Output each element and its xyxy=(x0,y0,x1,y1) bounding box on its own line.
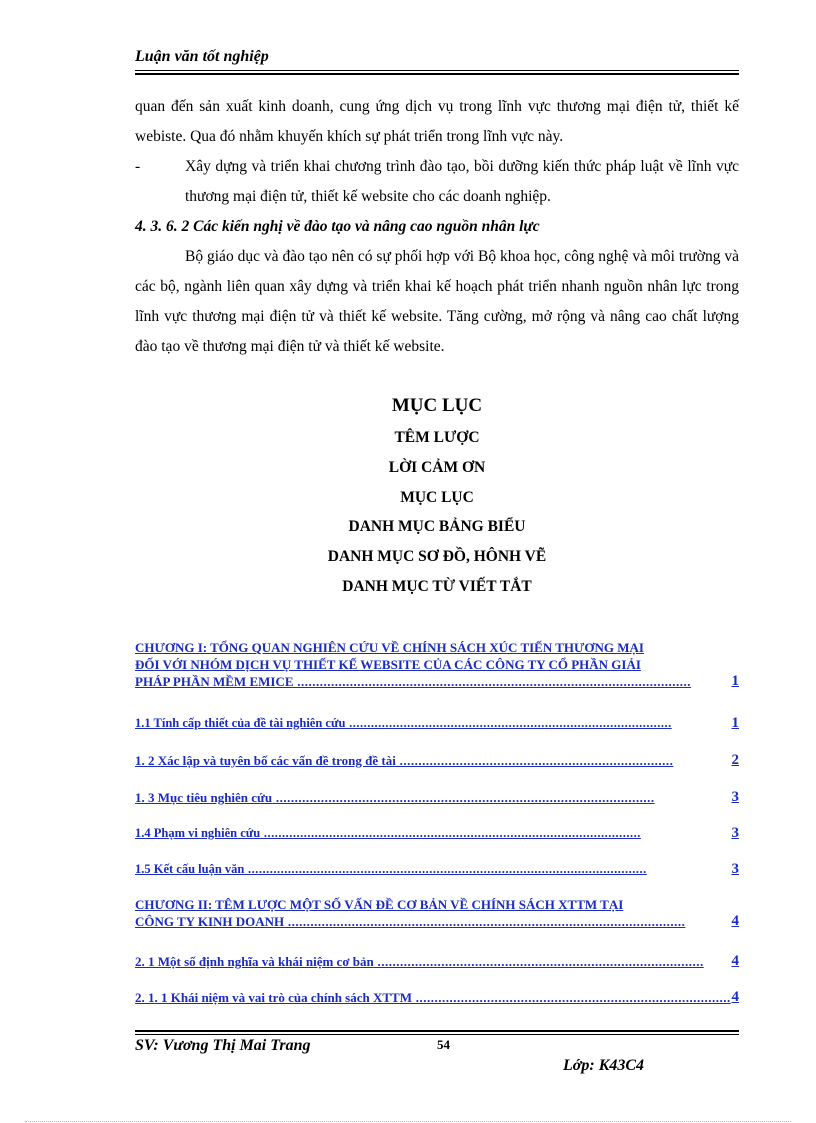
front-matter-abstract: TÊM LƯỢC xyxy=(394,429,480,446)
toc-entry-text: PHÁP PHẦN MỀM EMICE xyxy=(135,674,294,689)
toc-entry-2-1-1[interactable]: 2. 1. 1 Khái niệm và vai trò của chính sách XTTM .................................................................................... 4 xyxy=(135,989,739,1005)
front-matter-toc: MỤC LỤC xyxy=(400,489,474,506)
toc-entry-text: CÔNG TY KINH DOANH xyxy=(135,914,285,929)
toc-entry-text: CHƯƠNG II: TÊM LƯỢC MỘT SỐ VẤN ĐỀ CƠ BẢN VỀ CHÍNH SÁCH XTTM TẠI xyxy=(135,897,624,912)
header-rule-bottom xyxy=(135,73,739,75)
toc-page-number: 1 xyxy=(731,673,739,689)
toc-entry-1-4[interactable]: 1.4 Phạm vi nghiên cứu ........................................................................................................ 3 xyxy=(135,825,739,841)
toc-main-title: MỤC LỤC xyxy=(391,395,483,416)
toc-entry-1-2[interactable]: 1. 2 Xác lập và tuyên bố các vấn đề trong đề tài ......................................................................... 2 xyxy=(135,752,739,768)
front-matter-abbreviations: DANH MỤC TỪ VIẾT TẮT xyxy=(342,578,532,595)
toc-entry-chapter-2[interactable]: CHƯƠNG II: TÊM LƯỢC MỘT SỐ VẤN ĐỀ CƠ BẢN VỀ CHÍNH SÁCH XTTM TẠI CÔNG TY KINH DOANH .......................................................................................................... 4 xyxy=(135,897,739,929)
toc-page-number: 3 xyxy=(731,825,739,841)
toc-entry-1-3[interactable]: 1. 3 Mục tiêu nghiên cứu ..................................................................................................... 3 xyxy=(135,789,739,805)
toc-entry-1-5[interactable]: 1.5 Kết cấu luận văn .............................................................................................................. 3 xyxy=(135,861,739,877)
toc-entry-text: 2. 1 Một số định nghĩa và khái niệm cơ bản xyxy=(135,954,374,969)
front-matter-figures: DANH MỤC SƠ ĐỒ, HÔNH VẼ xyxy=(327,548,547,565)
toc-page-number: 3 xyxy=(731,789,739,805)
toc-page-number: 4 xyxy=(731,989,739,1005)
running-header-title: Luận văn tốt nghiệp xyxy=(135,48,269,65)
footer-rule-top xyxy=(135,1030,739,1032)
toc-entry-text: 1.4 Phạm vi nghiên cứu xyxy=(135,826,261,840)
header-rule-top xyxy=(135,70,739,71)
footer-class-label: Lớp: K43C4 xyxy=(563,1057,645,1074)
toc-page-number: 1 xyxy=(731,715,739,731)
toc-page-number: 3 xyxy=(731,861,739,877)
toc-entry-text: 1.5 Kết cấu luận văn xyxy=(135,862,245,876)
paragraph-recommendation: Bộ giáo dục và đào tạo nên có sự phối hợp với Bộ khoa học, công nghệ và môi trường và các bộ, ngành liên quan xây dựng và triển khai kế hoạch phát triển nhanh nguồn nhân lực trong lĩnh vực thương mại điện tử và thiết kế website. Tăng cường, mở rộng và nâng cao chất lượng đào tạo về thương mại điện tử và thiết kế website. xyxy=(135,248,739,355)
toc-entry-text: 1. 2 Xác lập và tuyên bố các vấn đề trong đề tài xyxy=(135,753,396,768)
section-subheading: 4. 3. 6. 2 Các kiến nghị về đào tạo và nâng cao nguồn nhân lực xyxy=(135,218,540,235)
bullet-dash: - xyxy=(135,158,141,175)
body-text xyxy=(135,92,739,362)
toc-page-number: 2 xyxy=(731,752,739,768)
page-bottom-dotted-line xyxy=(25,1121,791,1122)
footer-student-name: SV: Vương Thị Mai Trang xyxy=(135,1037,311,1054)
toc-entry-text: 1.1 Tính cấp thiết của đề tài nghiên cứu xyxy=(135,716,346,730)
toc-entry-text: ĐỐI VỚI NHÓM DỊCH VỤ THIẾT KẾ WEBSITE CỦA CÁC CÔNG TY CỔ PHẦN GIẢI xyxy=(135,657,641,672)
bullet-item xyxy=(135,152,739,212)
toc-entry-text: 2. 1. 1 Khái niệm và vai trò của chính sách XTTM xyxy=(135,990,412,1005)
toc-entry-text: CHƯƠNG I: TỔNG QUAN NGHIÊN CỨU VỀ CHÍNH SÁCH XÚC TIẾN THƯƠNG MẠI xyxy=(135,640,644,655)
paragraph-continuation: quan đến sản xuất kinh doanh, cung ứng dịch vụ trong lĩnh vực thương mại điện tử, thiết kế webiste. Qua đó nhằm khuyến khích sự phát triển trong lĩnh vực này. xyxy=(135,98,739,145)
toc-page-number: 4 xyxy=(731,913,739,929)
toc-entry-1-1[interactable]: 1.1 Tính cấp thiết của đề tài nghiên cứu ......................................................................................... 1 xyxy=(135,715,739,731)
footer-rule-bottom xyxy=(135,1034,739,1035)
front-matter-thanks: LỜI CẢM ƠN xyxy=(388,459,486,476)
toc-entry-text: 1. 3 Mục tiêu nghiên cứu xyxy=(135,790,273,805)
bullet-text: Xây dựng và triển khai chương trình đào tạo, bồi dưỡng kiến thức pháp luật về lĩnh vực thương mại điện tử, thiết kế website cho các doanh nghiệp. xyxy=(185,158,739,205)
footer-page-number: 54 xyxy=(437,1037,450,1052)
front-matter-tables: DANH MỤC BẢNG BIỂU xyxy=(348,518,526,535)
toc-entry-chapter-1[interactable]: CHƯƠNG I: TỔNG QUAN NGHIÊN CỨU VỀ CHÍNH SÁCH XÚC TIẾN THƯƠNG MẠI ĐỐI VỚI NHÓM DỊCH VỤ THIẾT KẾ WEBSITE CỦA CÁC CÔNG TY CỔ PHẦN GIẢI PHÁP PHẦN MỀM EMICE ......................................................................................................... 1 xyxy=(135,640,739,689)
toc-page-number: 4 xyxy=(731,953,739,969)
toc-entry-2-1[interactable]: 2. 1 Một số định nghĩa và khái niệm cơ bản ....................................................................................... 4 xyxy=(135,953,739,969)
